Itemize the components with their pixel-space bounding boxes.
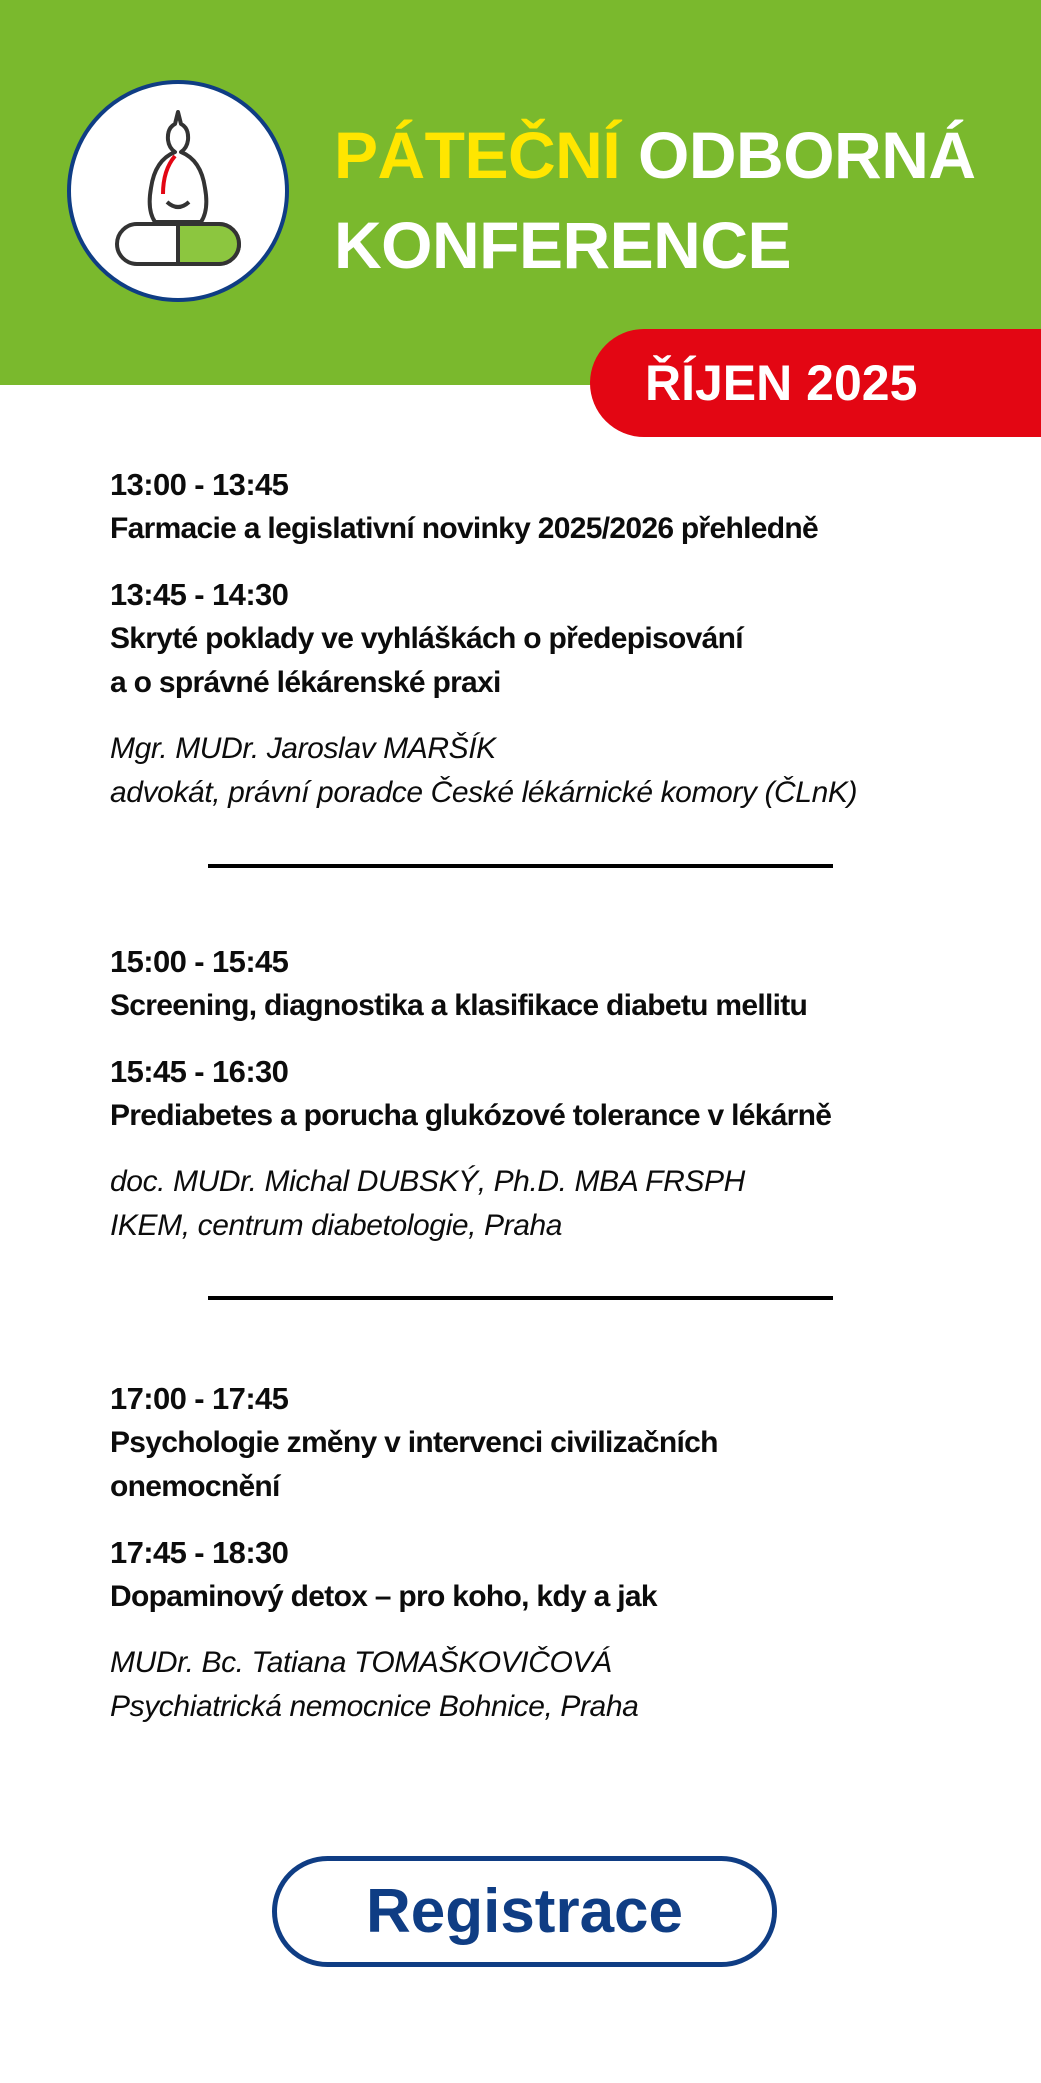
session-time: 13:45 - 14:30 [110,577,289,612]
session-title: Screening, diagnostika a klasifikace diabetu mellitu [110,989,808,1022]
title-accent: PÁTEČNÍ [334,118,621,192]
speaker-role: advokát, právní poradce České lékárnické komory (ČLnK) [110,776,858,809]
title-line2: KONFERENCE [334,208,792,282]
session-title: Farmacie a legislativní novinky 2025/2026 přehledně [110,512,819,545]
session-time: 15:45 - 16:30 [110,1054,289,1089]
speaker-role: IKEM, centrum diabetologie, Praha [110,1209,563,1242]
speaker-name: doc. MUDr. Michal DUBSKÝ, Ph.D. MBA FRSPH [110,1165,745,1198]
section-divider [208,864,833,868]
session-title: Skryté poklady ve vyhláškách o předepisování [110,622,743,655]
buddha-pill-logo-icon [71,84,285,298]
conference-title [334,110,976,290]
title-line1: ODBORNÁ [638,118,976,192]
conference-logo [67,80,289,302]
session-time: 13:00 - 13:45 [110,467,289,502]
session-title: Dopaminový detox – pro koho, kdy a jak [110,1580,657,1613]
speaker-name: MUDr. Bc. Tatiana TOMAŠKOVIČOVÁ [110,1646,612,1679]
header-banner [0,0,1041,385]
session-title: a o správné lékárenské praxi [110,666,501,699]
session-time: 15:00 - 15:45 [110,944,289,979]
session-time: 17:00 - 17:45 [110,1381,289,1416]
session-title: onemocnění [110,1470,280,1503]
program-block-3 [110,1377,990,1729]
speaker-role: Psychiatrická nemocnice Bohnice, Praha [110,1690,639,1723]
registration-button[interactable]: Registrace [272,1856,777,1967]
date-badge: ŘÍJEN 2025 [590,329,1041,437]
session-time: 17:45 - 18:30 [110,1535,289,1570]
program-block-2 [110,940,990,1248]
section-divider [208,1296,833,1300]
session-title: Psychologie změny v intervenci civilizačních [110,1426,718,1459]
speaker-name: Mgr. MUDr. Jaroslav MARŠÍK [110,732,496,765]
program-block-1 [110,463,990,815]
session-title: Prediabetes a porucha glukózové tolerance v lékárně [110,1099,832,1132]
